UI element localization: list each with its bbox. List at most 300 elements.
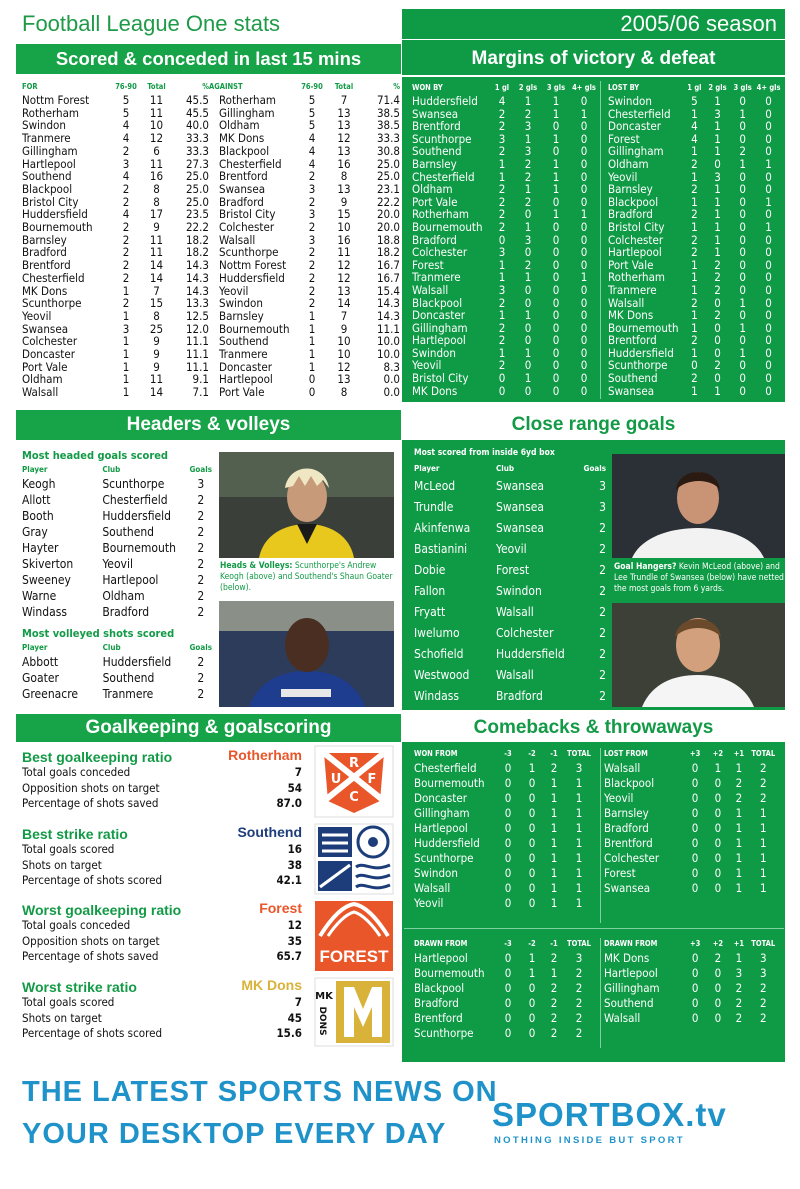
column-header: TOTAL — [751, 939, 776, 948]
table-cell: Walsall — [22, 385, 59, 400]
table-cell: 2 — [575, 1026, 583, 1040]
table-cell: 5 — [122, 93, 130, 107]
table-row — [22, 145, 400, 158]
table-cell: 1 — [714, 144, 721, 159]
column-header: % — [202, 81, 209, 91]
table-cell: 12.5 — [185, 308, 209, 323]
table-cell: Brentford — [22, 258, 71, 273]
table-row — [414, 851, 594, 866]
column-header: WON BY — [412, 82, 443, 92]
table-cell: 0 — [580, 333, 588, 348]
table-cell: 0 — [524, 295, 532, 310]
table-cell: 25.0 — [376, 169, 400, 184]
table-cell: Doncaster — [412, 308, 465, 323]
stat-value: 42.1 — [276, 873, 302, 887]
table-cell: 2 — [197, 557, 205, 571]
table-cell: 7 — [340, 93, 348, 107]
table-cell: 0 — [739, 257, 746, 272]
table-cell: 2 — [735, 996, 743, 1010]
table-cell: Bournemouth — [102, 541, 176, 555]
table-row — [22, 476, 212, 492]
table-cell: 0 — [739, 282, 746, 297]
goalkeeping-block-header — [22, 900, 306, 918]
column-header: Total — [147, 81, 166, 91]
stat-row — [22, 934, 306, 950]
table-cell: Bradford — [412, 232, 457, 247]
table-cell: 1 — [552, 169, 560, 184]
table-cell: Barnsley — [604, 806, 649, 820]
table-cell: Brentford — [414, 1011, 463, 1025]
volleyed-block — [22, 641, 212, 702]
column-header: 1 gl — [687, 82, 702, 92]
table-cell: 2 — [691, 295, 698, 310]
stat-label: Opposition shots on target — [22, 933, 160, 948]
table-row — [604, 806, 778, 821]
table-row — [412, 334, 598, 347]
stat-row — [22, 873, 306, 889]
table-cell: MK Dons — [604, 951, 650, 965]
forest-crest — [314, 900, 394, 972]
table-row — [604, 881, 778, 896]
table-cell: 0 — [580, 194, 588, 209]
table-cell: 2 — [599, 647, 606, 661]
table-cell: 0 — [580, 182, 588, 197]
table-cell: 2 — [735, 791, 743, 805]
table-cell: Forest — [608, 131, 640, 146]
table-cell: 0 — [528, 866, 536, 880]
table-cell: 1 — [714, 182, 721, 197]
table-row — [608, 158, 782, 171]
column-header: 3 gls — [546, 82, 566, 92]
promo-line-2: YOUR DESKTOP EVERY DAY — [22, 1118, 447, 1150]
table-cell: 2 — [550, 951, 558, 965]
table-row — [412, 158, 598, 171]
table-row — [22, 272, 400, 285]
table-cell: 2 — [498, 207, 506, 222]
table-cell: 1 — [550, 806, 558, 820]
table-row — [412, 309, 598, 322]
table-cell: 2 — [122, 232, 130, 247]
table-cell: 33.3 — [185, 131, 209, 146]
table-cell: 11 — [149, 372, 164, 387]
table-row — [22, 524, 212, 540]
table-cell: Doncaster — [219, 359, 272, 374]
table-cell: 25.0 — [185, 194, 209, 209]
table-cell: 18.2 — [376, 245, 400, 260]
table-cell: Yeovil — [412, 358, 442, 373]
table-cell: 2 — [498, 194, 506, 209]
table-cell: 1 — [575, 866, 583, 880]
table-cell: 1 — [528, 966, 536, 980]
close-range-subtitle: Most scored from inside 6yd box — [414, 448, 555, 458]
table-cell: 0 — [528, 791, 536, 805]
table-cell: 11.1 — [376, 321, 400, 336]
table-cell: 1 — [550, 836, 558, 850]
table-cell: 11 — [149, 93, 164, 107]
table-cell: 4 — [122, 169, 130, 184]
table-cell: 4 — [122, 207, 130, 222]
table-cell: Brentford — [608, 333, 657, 348]
table-cell: 0 — [691, 776, 699, 790]
table-cell: Tranmere — [22, 131, 71, 146]
table-cell: Huddersfield — [22, 207, 88, 222]
table-cell: 2 — [759, 1011, 767, 1025]
table-cell: Hartlepool — [414, 951, 468, 965]
table-cell: 2 — [759, 761, 767, 775]
table-cell: 0 — [528, 1026, 536, 1040]
table-row — [414, 996, 594, 1011]
table-cell: 3 — [498, 282, 506, 297]
table-cell: 2 — [308, 258, 316, 273]
table-cell: 2 — [550, 1026, 558, 1040]
table-cell: 0 — [528, 851, 536, 865]
table-cell: 0 — [765, 308, 772, 323]
table-cell: 2 — [599, 584, 606, 598]
column-header: -1 — [550, 939, 558, 948]
table-cell: 1 — [735, 866, 743, 880]
table-cell: 3 — [575, 951, 583, 965]
table-cell: 9 — [340, 194, 348, 209]
lost-by-block — [608, 81, 782, 397]
won-by-block — [412, 81, 598, 397]
table-row — [604, 866, 778, 881]
column-header: FOR — [22, 81, 38, 91]
table-cell: 0 — [528, 981, 536, 995]
table-cell: 38.5 — [376, 105, 400, 120]
table-cell: Swansea — [496, 479, 545, 493]
table-cell: 0 — [691, 806, 699, 820]
table-cell: Rotherham — [219, 93, 277, 107]
table-cell: 1 — [552, 131, 560, 146]
table-cell: 0 — [691, 866, 699, 880]
table-cell: 2 — [498, 358, 506, 373]
table-row — [22, 604, 212, 620]
table-cell: Southend — [102, 525, 155, 539]
table-cell: 11 — [149, 245, 164, 260]
stat-label: Total goals conceded — [22, 918, 131, 932]
table-cell: 2 — [498, 295, 506, 310]
table-cell: Port Vale — [412, 194, 458, 209]
table-cell: 11 — [149, 105, 164, 120]
table-cell: 16 — [149, 169, 164, 184]
table-cell: Walsall — [496, 668, 534, 682]
table-cell: 1 — [714, 131, 721, 146]
table-cell: 0 — [580, 257, 588, 272]
table-row — [414, 881, 594, 896]
table-cell: 1 — [735, 881, 743, 895]
table-cell: 25.0 — [376, 156, 400, 171]
table-cell: 0 — [580, 119, 588, 134]
table-cell: 1 — [735, 806, 743, 820]
table-cell: 0 — [714, 981, 722, 995]
table-cell: 22.2 — [376, 194, 400, 209]
table-cell: 9 — [153, 220, 160, 235]
table-cell: 0 — [524, 245, 532, 260]
table-cell: 2 — [759, 791, 767, 805]
table-cell: 0 — [504, 881, 512, 895]
table-cell: 2 — [735, 981, 743, 995]
table-cell: Southend — [22, 169, 72, 184]
table-cell: 1 — [759, 866, 767, 880]
stat-value: 65.7 — [276, 949, 302, 963]
table-row — [604, 996, 778, 1011]
table-cell: 1 — [759, 821, 767, 835]
table-cell: Skiverton — [22, 557, 74, 571]
table-cell: 3 — [759, 966, 767, 980]
table-cell: Fallon — [414, 584, 446, 598]
table-cell: Southend — [412, 144, 462, 159]
table-cell: 3 — [524, 232, 532, 247]
table-cell: 0 — [691, 821, 699, 835]
column-header: TOTAL — [567, 749, 591, 758]
table-cell: 0 — [765, 119, 772, 134]
table-row — [604, 776, 778, 791]
table-cell: Hartlepool — [414, 821, 468, 835]
table-cell: Yeovil — [414, 896, 444, 910]
table-cell: Gillingham — [412, 320, 468, 335]
club-name: Forest — [259, 900, 302, 916]
trundle-photo — [612, 603, 785, 707]
crest-letter: F — [367, 772, 377, 787]
table-cell: 14 — [149, 270, 164, 285]
table-cell: 2 — [524, 169, 532, 184]
club-name: Rotherham — [228, 747, 302, 763]
table-cell: 9 — [340, 321, 348, 336]
table-cell: 1 — [765, 156, 772, 171]
table-header-row — [414, 746, 594, 761]
table-cell: 0 — [765, 295, 772, 310]
table-cell: Huddersfield — [102, 655, 172, 669]
table-cell: 0 — [714, 806, 722, 820]
table-cell: 8 — [340, 385, 348, 400]
table-cell: 2 — [714, 308, 721, 323]
stat-value: 35 — [287, 933, 302, 948]
table-cell: 15.4 — [376, 283, 400, 298]
table-cell: 2 — [691, 371, 698, 386]
table-cell: 0 — [580, 371, 588, 386]
table-cell: 0 — [552, 232, 560, 247]
table-row — [412, 221, 598, 234]
table-row — [22, 556, 212, 572]
table-cell: 11.1 — [185, 347, 209, 362]
table-cell: Iwelumo — [414, 626, 460, 640]
table-cell: 2 — [550, 981, 558, 995]
headers-caption — [220, 561, 395, 594]
column-header: Goals — [583, 464, 606, 473]
table-cell: Huddersfield — [608, 345, 674, 360]
table-cell: 2 — [759, 981, 767, 995]
table-cell: 1 — [739, 156, 746, 171]
table-cell: Huddersfield — [219, 270, 285, 285]
table-cell: 0 — [580, 169, 588, 184]
table-cell: 1 — [524, 94, 532, 108]
mkdons-crest — [314, 977, 394, 1047]
column-header: +2 — [712, 749, 724, 758]
column-header: 4+ gls — [572, 82, 596, 92]
table-header-row — [414, 462, 606, 476]
table-cell: Port Vale — [608, 257, 654, 272]
scored-conceded-panel — [22, 80, 400, 399]
table-cell: 0 — [524, 207, 532, 222]
table-cell: 0 — [528, 996, 536, 1010]
table-cell: 4 — [691, 119, 698, 134]
column-header: +2 — [712, 939, 724, 948]
close-range-title: Close range goals — [402, 410, 785, 440]
table-cell: Gillingham — [22, 143, 78, 158]
table-cell: 2 — [714, 270, 721, 285]
column-header: +1 — [733, 749, 745, 758]
table-cell: 10 — [149, 118, 164, 133]
table-cell: 1 — [308, 308, 316, 323]
table-cell: 4 — [498, 94, 506, 108]
table-cell: Colchester — [412, 245, 468, 260]
table-cell: Chesterfield — [414, 761, 477, 775]
table-cell: 11 — [149, 156, 164, 171]
table-cell: 0 — [552, 371, 560, 386]
table-cell: 11 — [149, 232, 164, 247]
table-cell: 0 — [765, 345, 772, 360]
table-cell: Oldham — [102, 589, 145, 603]
table-cell: 45.5 — [185, 105, 209, 120]
close-range-block — [414, 462, 606, 707]
stat-label: Percentage of shots saved — [22, 949, 159, 963]
table-cell: 12 — [337, 258, 351, 273]
table-cell: 0 — [714, 866, 722, 880]
table-cell: 1 — [498, 156, 506, 171]
table-cell: 0 — [691, 966, 699, 980]
table-cell: Warne — [22, 589, 57, 603]
table-row — [604, 1011, 778, 1026]
table-cell: 0 — [552, 333, 560, 348]
table-cell: 5 — [122, 105, 130, 120]
table-cell: 0 — [308, 385, 316, 400]
table-cell: 3 — [308, 232, 316, 247]
goalkeeping-block-header — [22, 747, 306, 765]
table-row — [608, 95, 782, 108]
table-cell: Yeovil — [219, 283, 249, 298]
table-cell: 16.7 — [376, 258, 400, 273]
table-cell: Swansea — [496, 521, 545, 535]
table-cell: 1 — [308, 321, 316, 336]
table-cell: 0 — [552, 320, 560, 335]
table-cell: Trundle — [414, 500, 454, 514]
headers-volleys-title: Headers & volleys — [16, 410, 401, 440]
table-cell: 2 — [550, 996, 558, 1010]
table-cell: 1 — [714, 761, 722, 775]
table-cell: Huddersfield — [496, 647, 565, 661]
table-cell: 2 — [599, 521, 606, 535]
table-header-row — [22, 80, 400, 94]
table-row — [414, 581, 606, 602]
table-row — [414, 836, 594, 851]
table-cell: 0 — [691, 996, 699, 1010]
table-cell: 0 — [739, 182, 746, 197]
table-cell: 25.0 — [185, 169, 209, 184]
table-cell: 1 — [739, 320, 746, 335]
table-cell: 18.2 — [185, 245, 209, 260]
club-name: MK Dons — [241, 977, 302, 993]
table-cell: 0 — [691, 358, 698, 373]
table-cell: 1 — [122, 283, 130, 298]
table-cell: Walsall — [219, 232, 256, 247]
table-cell: Walsall — [604, 761, 641, 775]
table-row — [414, 896, 594, 911]
table-cell: 17 — [149, 207, 164, 222]
table-cell: 2 — [122, 245, 130, 260]
column-header: +3 — [689, 939, 701, 948]
table-cell: 0 — [528, 806, 536, 820]
table-cell: 1 — [575, 836, 583, 850]
table-cell: Forest — [604, 866, 636, 880]
table-cell: 0 — [528, 776, 536, 790]
table-cell: 4 — [122, 118, 130, 133]
table-cell: 1 — [714, 245, 721, 260]
goalkeeping-block-header — [22, 977, 306, 995]
table-row — [22, 670, 212, 686]
table-cell: 3 — [308, 181, 316, 196]
table-cell: 0 — [765, 245, 772, 260]
table-cell: 0 — [739, 169, 746, 184]
table-cell: 0 — [580, 144, 588, 159]
table-cell: 1 — [735, 761, 743, 775]
stat-row — [22, 842, 306, 858]
table-cell: 5 — [308, 118, 316, 133]
table-cell: 10 — [337, 334, 351, 349]
table-row — [414, 866, 594, 881]
crest-letter: U — [330, 772, 342, 787]
stat-row — [22, 1011, 306, 1027]
table-cell: Bristol City — [608, 219, 665, 234]
table-cell: 0 — [714, 320, 721, 335]
table-cell: 13 — [337, 118, 351, 133]
table-row — [414, 806, 594, 821]
table-cell: 12 — [149, 131, 164, 146]
table-cell: Bradford — [496, 689, 543, 703]
table-cell: 0 — [714, 295, 721, 310]
table-cell: 0 — [528, 1011, 536, 1025]
table-cell: Chesterfield — [22, 270, 85, 285]
table-row — [604, 791, 778, 806]
table-cell: 11 — [337, 245, 351, 260]
table-cell: 15 — [149, 296, 164, 311]
column-header: 1 gl — [494, 82, 510, 92]
table-cell: 2 — [197, 525, 205, 539]
table-cell: Scunthorpe — [219, 245, 279, 260]
column-header: Total — [334, 81, 354, 91]
table-cell: 1 — [575, 806, 583, 820]
table-cell: 0 — [714, 996, 722, 1010]
table-cell: 1 — [550, 776, 558, 790]
table-row — [412, 95, 598, 108]
table-cell: Bradford — [604, 821, 649, 835]
won-from-table — [414, 746, 594, 911]
table-cell: 13.3 — [185, 296, 209, 311]
table-cell: 0 — [504, 1011, 512, 1025]
column-header: Club — [496, 464, 515, 473]
table-cell: 14 — [149, 385, 164, 400]
table-cell: 0 — [524, 383, 532, 398]
table-cell: 0 — [504, 1026, 512, 1040]
table-cell: Walsall — [414, 881, 451, 895]
table-cell: 14.3 — [376, 308, 400, 323]
table-cell: Brentford — [219, 169, 268, 184]
table-cell: 71.4 — [376, 93, 400, 107]
column-header: -2 — [528, 749, 536, 758]
table-cell: MK Dons — [219, 131, 265, 146]
table-cell: 0 — [504, 966, 512, 980]
table-cell: Scunthorpe — [414, 851, 474, 865]
table-row — [414, 665, 606, 686]
